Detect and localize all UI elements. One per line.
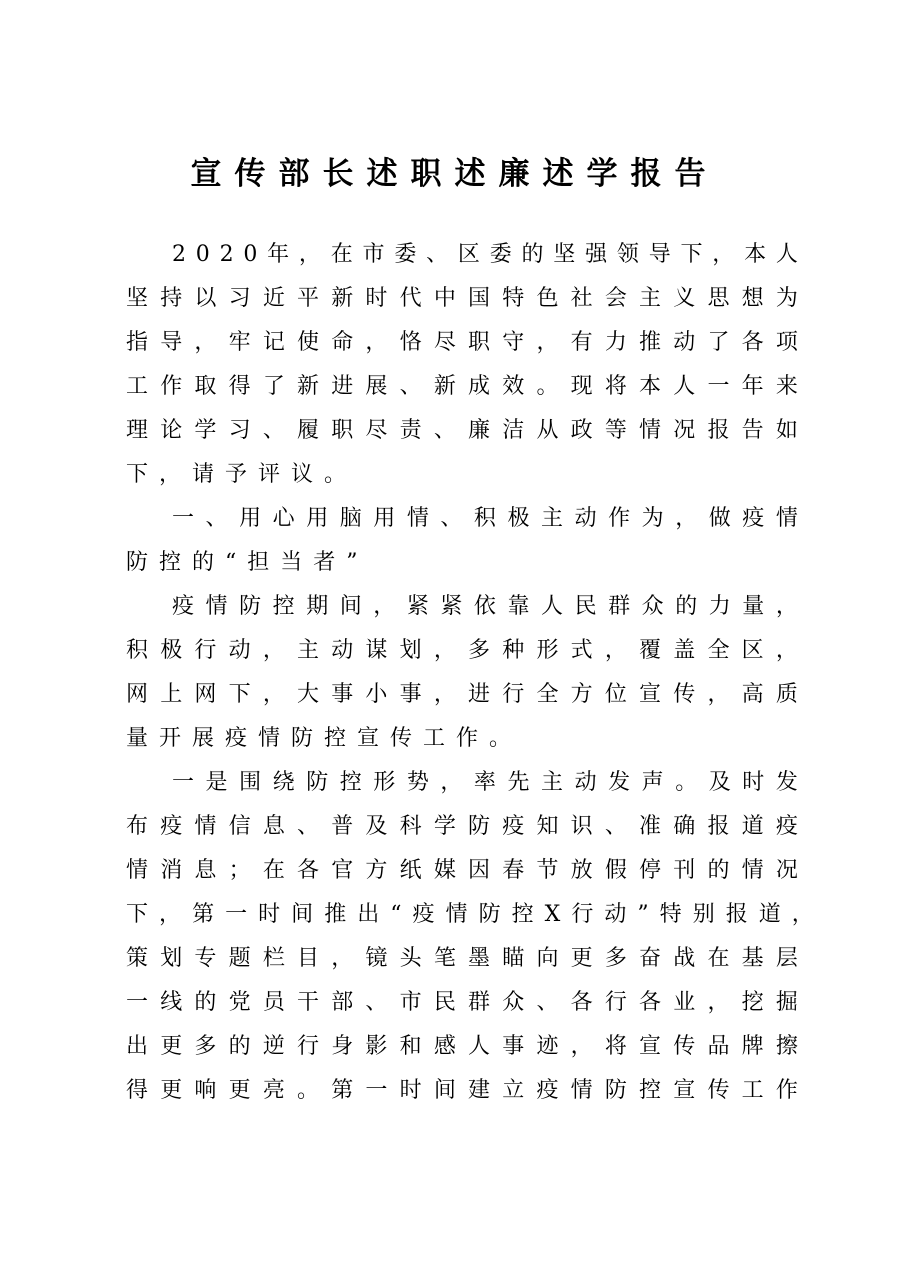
text-line: 指 导 ， 牢 记 使 命 ， 恪 尽 职 守 ， 有 力 推 动 了 各 项 [126,330,798,355]
text-line: 坚 持 以 习 近 平 新 时 代 中 国 特 色 社 会 主 义 思 想 为 [126,286,798,311]
text-line: 策 划 专 题 栏 目 ， 镜 头 笔 墨 瞄 向 更 多 奋 战 在 基 层 [126,946,798,971]
document-body [126,233,814,1113]
text-line: 下 ， 第 一 时 间 推 出 “ 疫 情 防 控 X 行 动 ” 特 别 报 道 ， [126,902,814,927]
text-line: 工 作 取 得 了 新 进 展 、 新 成 效 。 现 将 本 人 一 年 来 [126,374,798,399]
text-line: 情 消 息 ； 在 各 官 方 纸 媒 因 春 节 放 假 停 刊 的 情 况 [126,858,798,883]
section-heading: 防控的“担当者” [126,550,369,575]
text-line: 网 上 网 下 ， 大 事 小 事 ， 进 行 全 方 位 宣 传 ， 高 质 [126,682,798,707]
text-line: 一 线 的 党 员 干 部 、 市 民 群 众 、 各 行 各 业 ， 挖 掘 [126,990,798,1015]
text-line: 下，请予评议。 [126,462,358,487]
text-line: 积 极 行 动 ， 主 动 谋 划 ， 多 种 形 式 ， 覆 盖 全 区 ， [126,638,798,663]
text-line: 得 更 响 更 亮 。 第 一 时 间 建 立 疫 情 防 控 宣 传 工 作 [126,1078,798,1103]
text-line: 2 0 2 0 年 ， 在 市 委 、 区 委 的 坚 强 领 导 下 ， 本 人 [172,242,798,267]
text-line: 一 是 围 绕 防 控 形 势 ， 率 先 主 动 发 声 。 及 时 发 [172,770,798,795]
text-line: 量开展疫情防控宣传工作。 [126,726,523,751]
document-title: 宣传部长述职述廉述学报告 [190,156,719,192]
text-line: 疫 情 防 控 期 间 ， 紧 紧 依 靠 人 民 群 众 的 力 量 ， [172,594,798,619]
text-line: 理 论 学 习 、 履 职 尽 责 、 廉 洁 从 政 等 情 况 报 告 如 [126,418,798,443]
section-heading: 一 、 用 心 用 脑 用 情 、 积 极 主 动 作 为 ， 做 疫 情 [172,506,798,531]
text-line: 布 疫 情 信 息 、 普 及 科 学 防 疫 知 识 、 准 确 报 道 疫 [126,814,798,839]
text-line: 出 更 多 的 逆 行 身 影 和 感 人 事 迹 ， 将 宣 传 品 牌 擦 [126,1034,798,1059]
